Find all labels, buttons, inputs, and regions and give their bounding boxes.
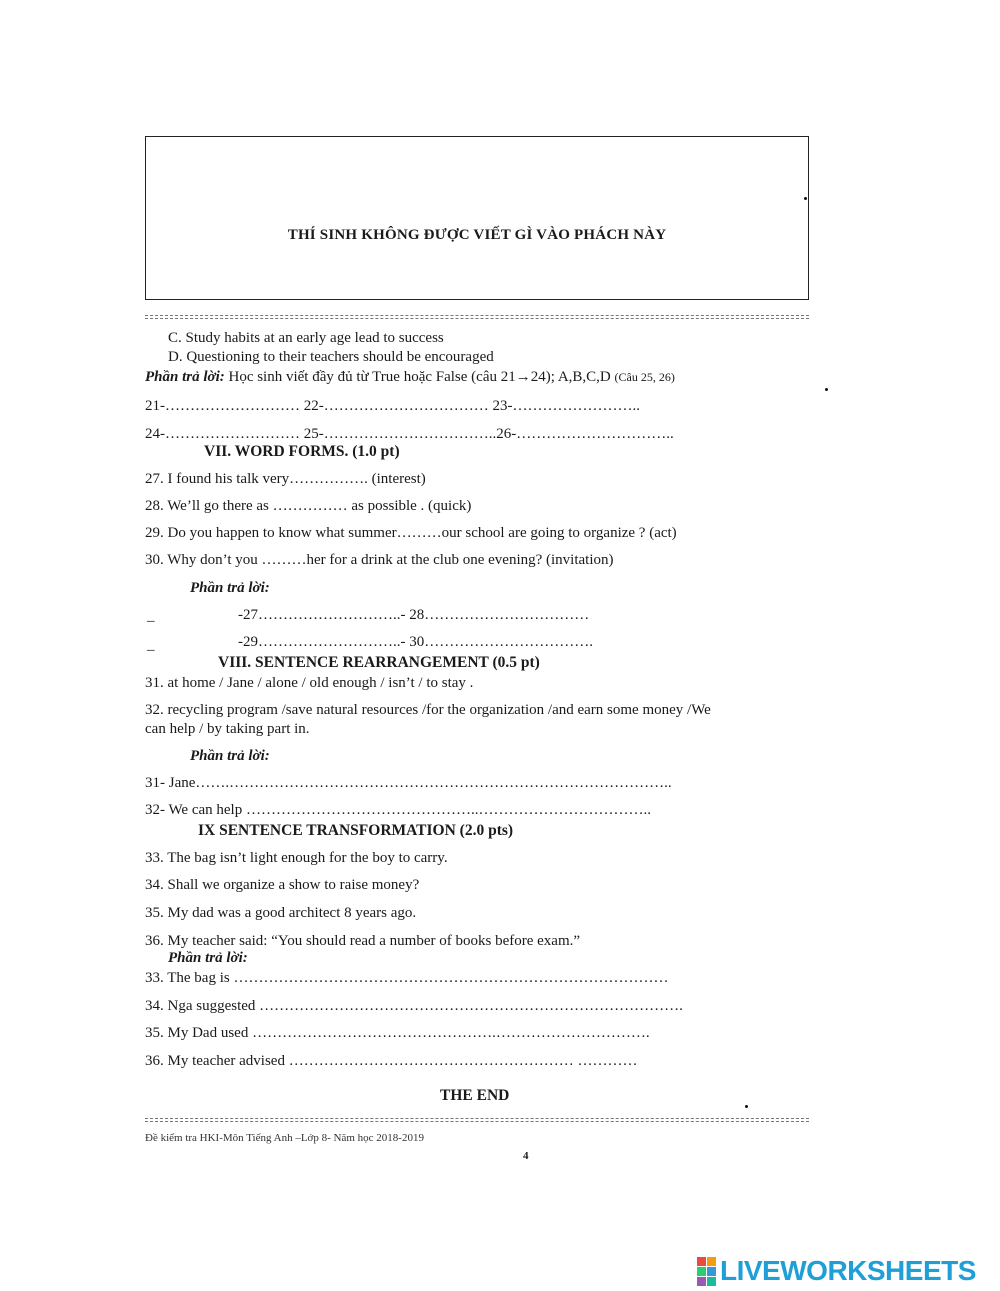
answer-line-27-28[interactable]: -27………………………..- 28…………………………… bbox=[238, 607, 590, 623]
answer-line-34[interactable]: 34. Nga suggested …………………………………………………………………………. bbox=[145, 998, 683, 1014]
answer-line-29-30[interactable]: -29………………………..- 30……………………………. bbox=[238, 634, 593, 650]
logo-block bbox=[697, 1257, 706, 1266]
liveworksheets-logo-icon bbox=[697, 1257, 716, 1286]
question-32-line-2: can help / by taking part in. bbox=[145, 721, 310, 737]
option-d: D. Questioning to their teachers should be encouraged bbox=[168, 349, 494, 365]
section-7-answer-label: Phần trả lời: bbox=[190, 580, 270, 596]
liveworksheets-logo bbox=[697, 1256, 976, 1286]
answer-line-21-23[interactable]: 21-……………………… 22-…………………………… 23-…………………….. bbox=[145, 398, 640, 414]
question-31: 31. at home / Jane / alone / old enough / isn’t / to stay . bbox=[145, 675, 474, 691]
liveworksheets-logo-text: LIVEWORKSHEETS bbox=[720, 1255, 976, 1286]
question-33: 33. The bag isn’t light enough for the boy to carry. bbox=[145, 850, 448, 866]
footer-text: Đề kiểm tra HKI-Môn Tiếng Anh –Lớp 8- Năm học 2018-2019 bbox=[145, 1132, 424, 1144]
answer-line-35[interactable]: 35. My Dad used ………………………………………….…………………………. bbox=[145, 1025, 650, 1041]
question-35: 35. My dad was a good architect 8 years ago. bbox=[145, 905, 417, 921]
answer-line-32[interactable]: 32- We can help ………………………………………..…………………………….. bbox=[145, 802, 651, 818]
section-9-answer-label: Phần trả lời: bbox=[168, 950, 248, 966]
the-end: THE END bbox=[440, 1087, 510, 1104]
speck bbox=[825, 388, 828, 391]
answer-line-33[interactable]: 33. The bag is …………………………………………………………………………… bbox=[145, 970, 669, 986]
question-27: 27. I found his talk very……………. (interest) bbox=[145, 471, 426, 487]
instruction-text: Học sinh viết đầy đủ từ True hoặc False (câu 21 bbox=[224, 369, 516, 385]
header-box bbox=[145, 136, 809, 300]
instruction-text-2: 24); A,B,C,D bbox=[530, 369, 615, 385]
logo-block bbox=[707, 1267, 716, 1276]
section-7-heading: VII. WORD FORMS. (1.0 pt) bbox=[204, 443, 400, 460]
logo-block bbox=[707, 1257, 716, 1266]
answer-line-31[interactable]: 31- Jane…….…………………………………………………………………………….. bbox=[145, 775, 672, 791]
answer-label: Phần trả lời: bbox=[145, 369, 225, 385]
question-29: 29. Do you happen to know what summer………our school are going to organize ? (act) bbox=[145, 525, 677, 541]
question-32-line-1: 32. recycling program /save natural resources /for the organization /and earn some money /We bbox=[145, 702, 711, 718]
dash-marker: _ bbox=[147, 637, 155, 653]
question-34: 34. Shall we organize a show to raise money? bbox=[145, 877, 420, 893]
section-8-heading: VIII. SENTENCE REARRANGEMENT (0.5 pt) bbox=[218, 654, 540, 671]
logo-block bbox=[707, 1277, 716, 1286]
section-9-heading: IX SENTENCE TRANSFORMATION (2.0 pts) bbox=[198, 822, 514, 839]
logo-block bbox=[697, 1277, 706, 1286]
question-28: 28. We’ll go there as …………… as possible . (quick) bbox=[145, 498, 472, 514]
page-number: 4 bbox=[523, 1150, 529, 1162]
question-36: 36. My teacher said: “You should read a number of books before exam.” bbox=[145, 933, 581, 949]
question-30: 30. Why don’t you ………her for a drink at the club one evening? (invitation) bbox=[145, 552, 614, 568]
arrow-icon: → bbox=[515, 369, 531, 385]
header-box-title: THÍ SINH KHÔNG ĐƯỢC VIẾT GÌ VÀO PHÁCH NÀY bbox=[287, 227, 667, 243]
speck bbox=[804, 197, 807, 200]
dash-marker: _ bbox=[147, 608, 155, 624]
section-8-answer-label: Phần trả lời: bbox=[190, 748, 270, 764]
speck bbox=[745, 1105, 748, 1108]
answer-line-24-26[interactable]: 24-……………………… 25-……………………………..26-………………………….. bbox=[145, 426, 674, 442]
divider-bottom bbox=[145, 1118, 809, 1122]
answer-line-36[interactable]: 36. My teacher advised ………………………………………………… ………… bbox=[145, 1053, 638, 1069]
logo-block bbox=[697, 1267, 706, 1276]
answer-instructions bbox=[145, 369, 675, 386]
divider-top bbox=[145, 315, 809, 319]
option-c: C. Study habits at an early age lead to success bbox=[168, 330, 444, 346]
instruction-note: (Câu 25, 26) bbox=[614, 370, 675, 384]
